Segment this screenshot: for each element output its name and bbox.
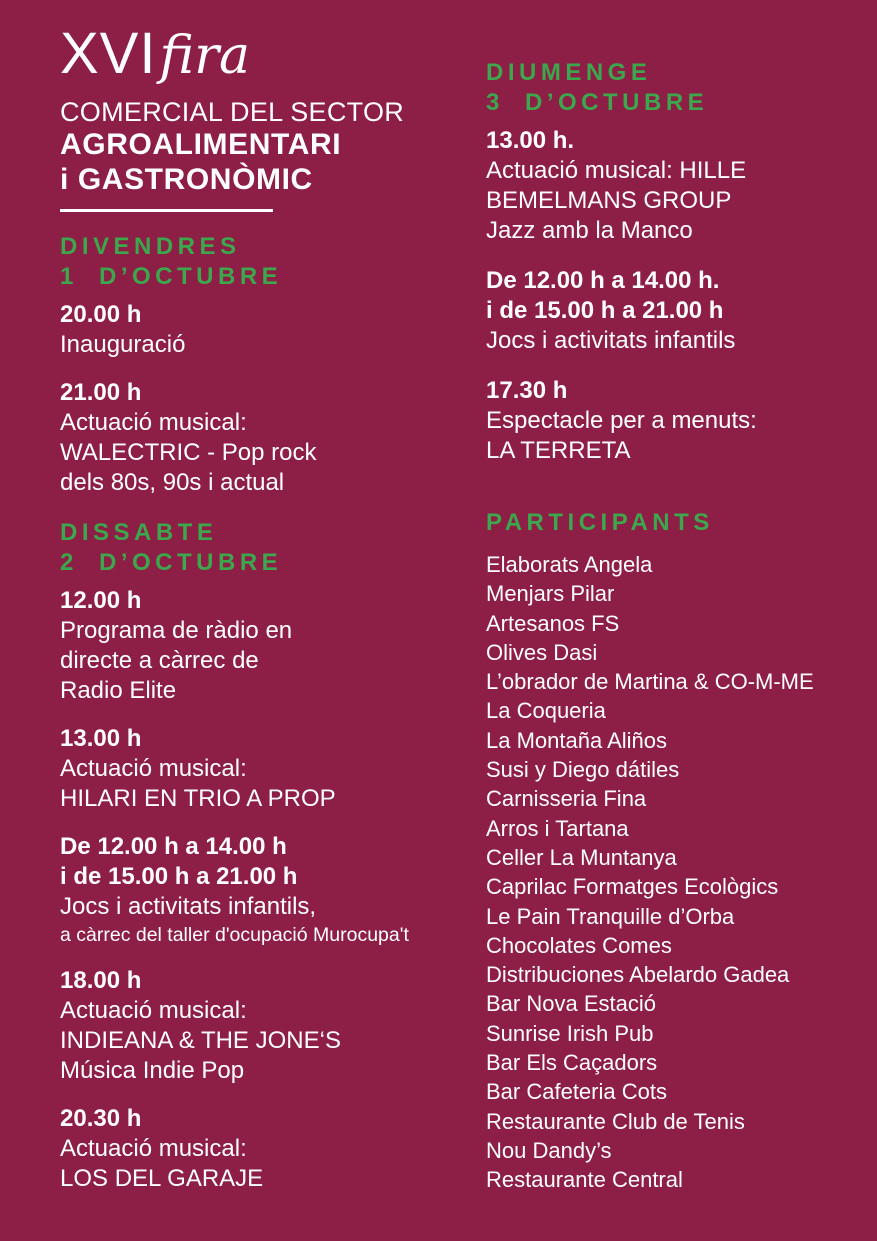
logo-title-line2: i GASTRONÒMIC (60, 163, 313, 196)
logo-script-word: fira (159, 26, 251, 86)
participant-item: Elaborats Angela (486, 552, 653, 577)
schedule-line: i de 15.00 h a 21.00 h (486, 297, 724, 324)
heading-diumenge (486, 58, 864, 118)
participant-item: Caprilac Formatges Ecològics (486, 874, 779, 900)
schedule-line: BEMELMANS GROUP (486, 187, 732, 214)
schedule-line: Jazz amb la Manco (486, 217, 693, 244)
schedule-line: De 12.00 h a 14.00 h (60, 833, 287, 860)
participant-item: Menjars Pilar (486, 581, 615, 607)
schedule-event (486, 376, 864, 466)
schedule-line: WALECTRIC - Pop rock (60, 439, 317, 466)
participant-item: Bar Els Caçadors (486, 1050, 658, 1076)
schedule-line: Inauguració (60, 331, 186, 358)
schedule-line: 13.00 h. (486, 127, 575, 154)
logo-subtitle: COMERCIAL DEL SECTOR (60, 97, 405, 127)
participant-item: Olives Dasi (486, 639, 598, 665)
schedule-line: directe a càrrec de (60, 647, 259, 674)
schedule-line: Programa de ràdio en (60, 617, 293, 644)
participant-item: Bar Cafeteria Cots (486, 1079, 667, 1105)
schedule-event (486, 126, 864, 246)
heading-dissabte (60, 518, 468, 578)
participant-item: La Montaña Aliños (486, 727, 668, 753)
schedule-line: Jocs i activitats infantils (486, 327, 736, 354)
participant-item: Artesanos FS (486, 610, 620, 636)
participant-item: Distribuciones Abelardo Gadea (486, 962, 790, 988)
schedule-line: LOS DEL GARAJE (60, 1165, 264, 1192)
schedule-line: INDIEANA & THE JONE‘S (60, 1027, 341, 1054)
schedule-event (60, 966, 468, 1086)
participant-item: Restaurante Central (486, 1167, 683, 1193)
heading-line: DIUMENGE (486, 59, 652, 86)
schedule-line: Actuació musical: (60, 409, 247, 436)
participant-item: Arros i Tartana (486, 815, 629, 841)
schedule-line: Radio Elite (60, 677, 177, 704)
participant-item: Carnisseria Fina (486, 786, 647, 812)
schedule-line: 20.30 h (60, 1105, 142, 1132)
schedule-line: i de 15.00 h a 21.00 h (60, 863, 298, 890)
participant-item: Chocolates Comes (486, 932, 672, 958)
participant-item: Le Pain Tranquille d’Orba (486, 903, 735, 929)
logo-underline (60, 209, 273, 212)
schedule-event (60, 832, 468, 948)
heading-divendres (60, 232, 468, 292)
schedule-line: 21.00 h (60, 379, 142, 406)
participant-item: Celler La Muntanya (486, 844, 677, 870)
schedule-line: a càrrec del taller d'ocupació Murocupa't (60, 924, 409, 946)
schedule-line: LA TERRETA (486, 437, 631, 464)
schedule-event (60, 724, 468, 814)
schedule-line: dels 80s, 90s i actual (60, 469, 285, 496)
schedule-line: 12.00 h (60, 587, 142, 614)
participant-item: Susi y Diego dátiles (486, 757, 680, 783)
schedule-event (60, 1104, 468, 1194)
schedule-line: De 12.00 h a 14.00 h. (486, 267, 720, 294)
schedule-line: Actuació musical: (60, 1135, 247, 1162)
schedule-line: 20.00 h (60, 301, 142, 328)
schedule-event (486, 266, 864, 356)
schedule-line: Música Indie Pop (60, 1057, 245, 1084)
heading-line: 2 D’OCTUBRE (60, 549, 283, 576)
schedule-line: Actuació musical: (60, 997, 247, 1024)
participant-item: L’obrador de Martina & CO-M-ME (486, 669, 814, 695)
schedule-column-left (60, 21, 468, 1212)
heading-line: PARTICIPANTS (486, 509, 714, 536)
schedule-line: HILARI EN TRIO A PROP (60, 785, 336, 812)
schedule-line: Actuació musical: HILLE (486, 157, 747, 184)
schedule-line: Jocs i activitats infantils, (60, 893, 317, 920)
participant-item: Restaurante Club de Tenis (486, 1108, 745, 1134)
participant-item: Bar Nova Estació (486, 991, 656, 1017)
logo-numeral: XVI (60, 21, 157, 86)
event-logo (60, 21, 468, 212)
schedule-column-right (486, 58, 864, 1195)
participants-heading (486, 508, 864, 538)
participant-item: La Coqueria (486, 698, 606, 724)
schedule-line: Espectacle per a menuts: (486, 407, 757, 434)
logo-title-line1: AGROALIMENTARI (60, 128, 342, 161)
heading-line: 3 D’OCTUBRE (486, 89, 709, 116)
heading-line: 1 D’OCTUBRE (60, 263, 283, 290)
schedule-event (60, 300, 468, 360)
logo-wordmark (60, 21, 468, 95)
schedule-line: 17.30 h (486, 377, 568, 404)
heading-line: DIVENDRES (60, 233, 241, 260)
schedule-event (60, 378, 468, 498)
schedule-line: Actuació musical: (60, 755, 247, 782)
heading-line: DISSABTE (60, 519, 218, 546)
participant-item: Sunrise Irish Pub (486, 1020, 654, 1046)
schedule-event (60, 586, 468, 706)
participants-list (486, 550, 864, 1195)
schedule-line: 13.00 h (60, 725, 142, 752)
participant-item: Nou Dandy’s (486, 1137, 612, 1163)
schedule-line: 18.00 h (60, 967, 142, 994)
